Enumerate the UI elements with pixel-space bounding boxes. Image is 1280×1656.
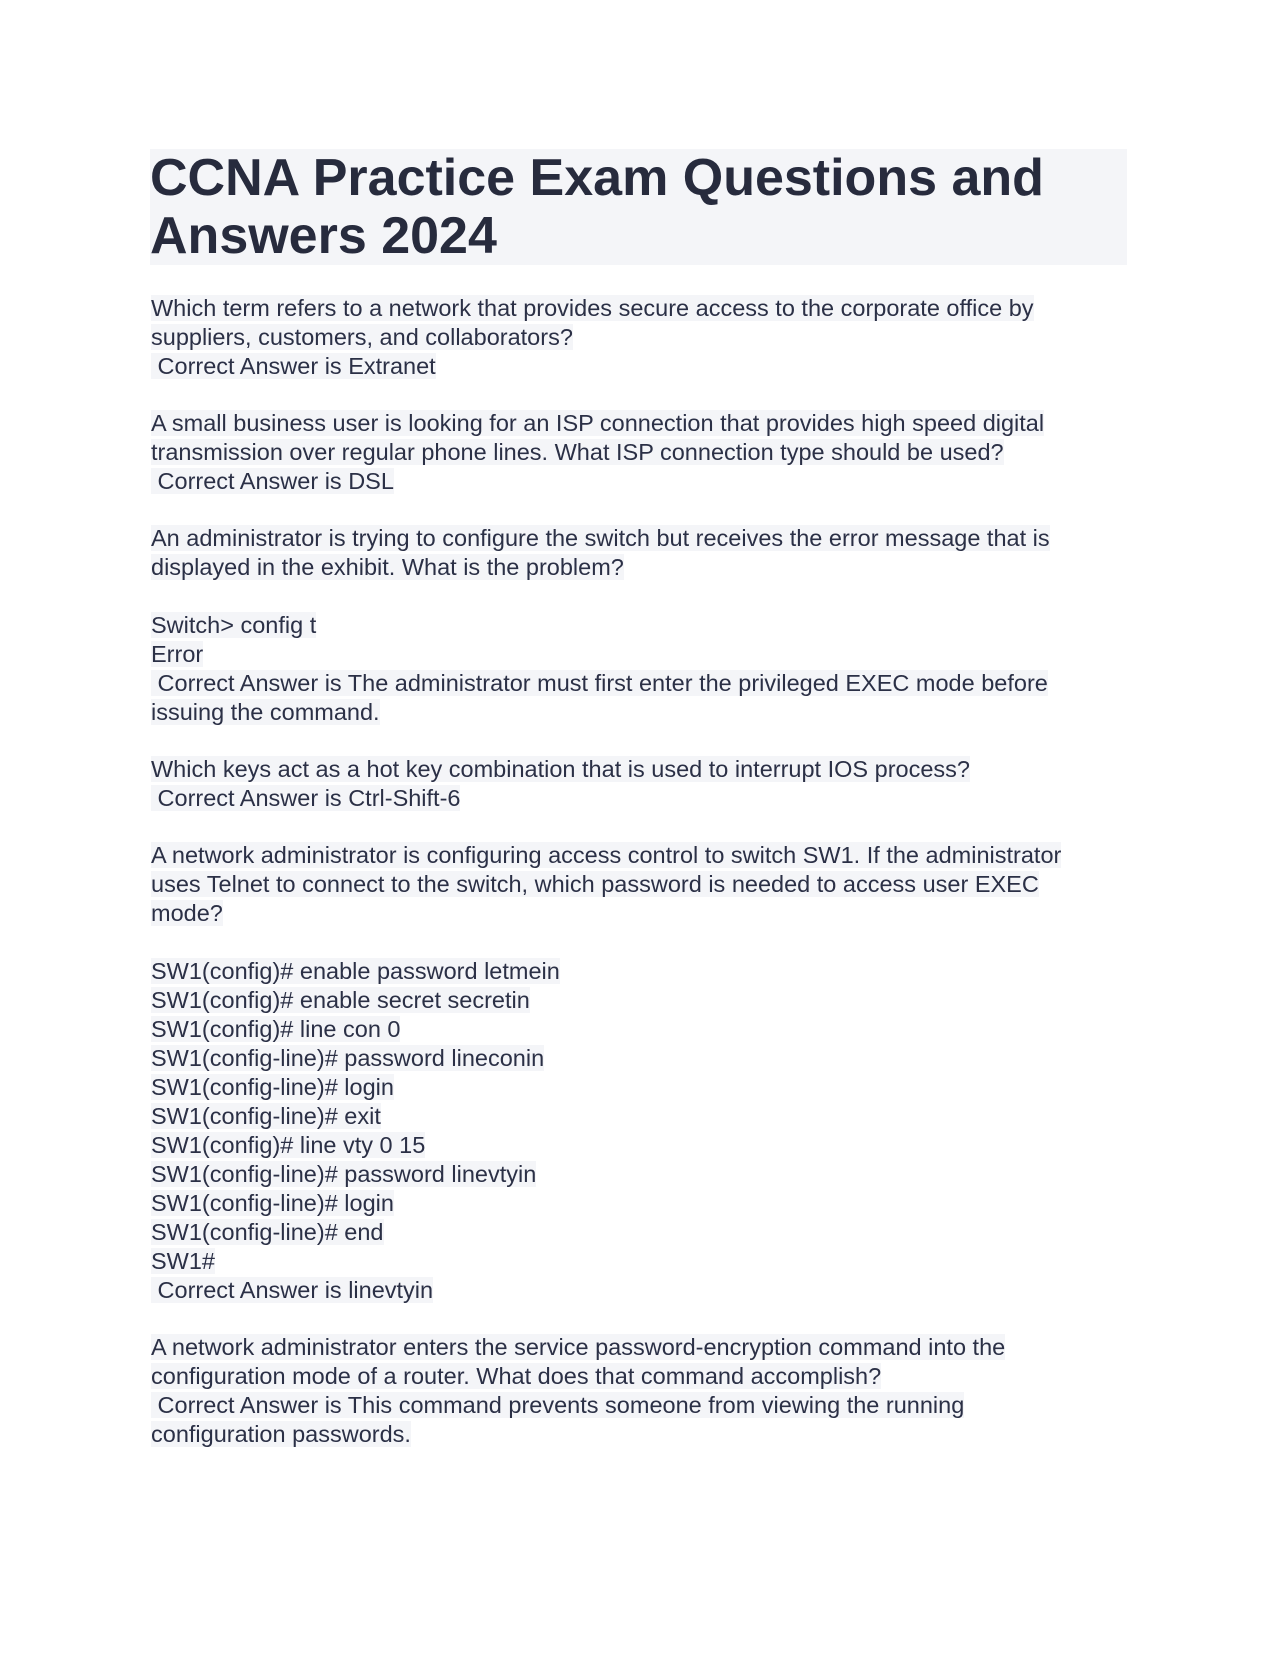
exhibit-line: SW1(config)# line con 0: [151, 1016, 401, 1042]
exhibit-line: SW1(config-line)# end: [151, 1219, 384, 1245]
exhibit-line: SW1(config-line)# login: [151, 1190, 394, 1216]
answer-text: Correct Answer is The administrator must first enter the privileged EXEC mode before: [151, 670, 1048, 696]
qa-item: [151, 294, 1141, 381]
exhibit-line: Switch> config t: [151, 612, 317, 638]
question-text: An administrator is trying to configure the switch but receives the error message that is: [151, 525, 1050, 551]
exhibit-line: SW1(config)# line vty 0 15: [151, 1132, 426, 1158]
qa-item: [151, 409, 1141, 496]
question-text: A network administrator is configuring access control to switch SW1. If the administrator: [151, 842, 1062, 868]
document-title: [150, 149, 1127, 265]
question-text: mode?: [151, 900, 223, 926]
title-line: Answers 2024: [150, 207, 497, 265]
question-text: configuration mode of a router. What does that command accomplish?: [151, 1363, 882, 1389]
exhibit-line: SW1(config-line)# exit: [151, 1103, 381, 1129]
exhibit-line: SW1(config-line)# password linevtyin: [151, 1161, 537, 1187]
exhibit-line: SW1(config)# enable secret secretin: [151, 987, 530, 1013]
question-text: Which term refers to a network that provides secure access to the corporate office by: [151, 295, 1034, 321]
question-text: A small business user is looking for an ISP connection that provides high speed digital: [151, 410, 1045, 436]
title-line: CCNA Practice Exam Questions and: [150, 149, 1044, 207]
answer-text: issuing the command.: [151, 699, 380, 725]
answer-text: Correct Answer is Extranet: [151, 353, 436, 379]
exhibit-line: SW1(config-line)# password lineconin: [151, 1045, 545, 1071]
exhibit-line: SW1(config-line)# login: [151, 1074, 394, 1100]
qa-list: [151, 294, 1141, 1449]
question-text: A network administrator enters the service password-encryption command into the: [151, 1334, 1006, 1360]
answer-text: Correct Answer is DSL: [151, 468, 394, 494]
answer-text: Correct Answer is This command prevents someone from viewing the running: [151, 1392, 965, 1418]
qa-item: [151, 524, 1141, 727]
exhibit-line: SW1(config)# enable password letmein: [151, 958, 560, 984]
question-text: transmission over regular phone lines. What ISP connection type should be used?: [151, 439, 1004, 465]
question-text: Which keys act as a hot key combination that is used to interrupt IOS process?: [151, 756, 970, 782]
qa-item: [151, 841, 1141, 1305]
question-text: uses Telnet to connect to the switch, which password is needed to access user EXEC: [151, 871, 1039, 897]
qa-item: [151, 1333, 1141, 1449]
qa-item: [151, 755, 1141, 813]
answer-text: configuration passwords.: [151, 1421, 411, 1447]
question-text: displayed in the exhibit. What is the problem?: [151, 554, 624, 580]
exhibit-line: Error: [151, 641, 204, 667]
answer-text: Correct Answer is linevtyin: [151, 1277, 434, 1303]
answer-text: Correct Answer is Ctrl-Shift-6: [151, 785, 461, 811]
exhibit-line: SW1#: [151, 1248, 215, 1274]
question-text: suppliers, customers, and collaborators?: [151, 324, 573, 350]
